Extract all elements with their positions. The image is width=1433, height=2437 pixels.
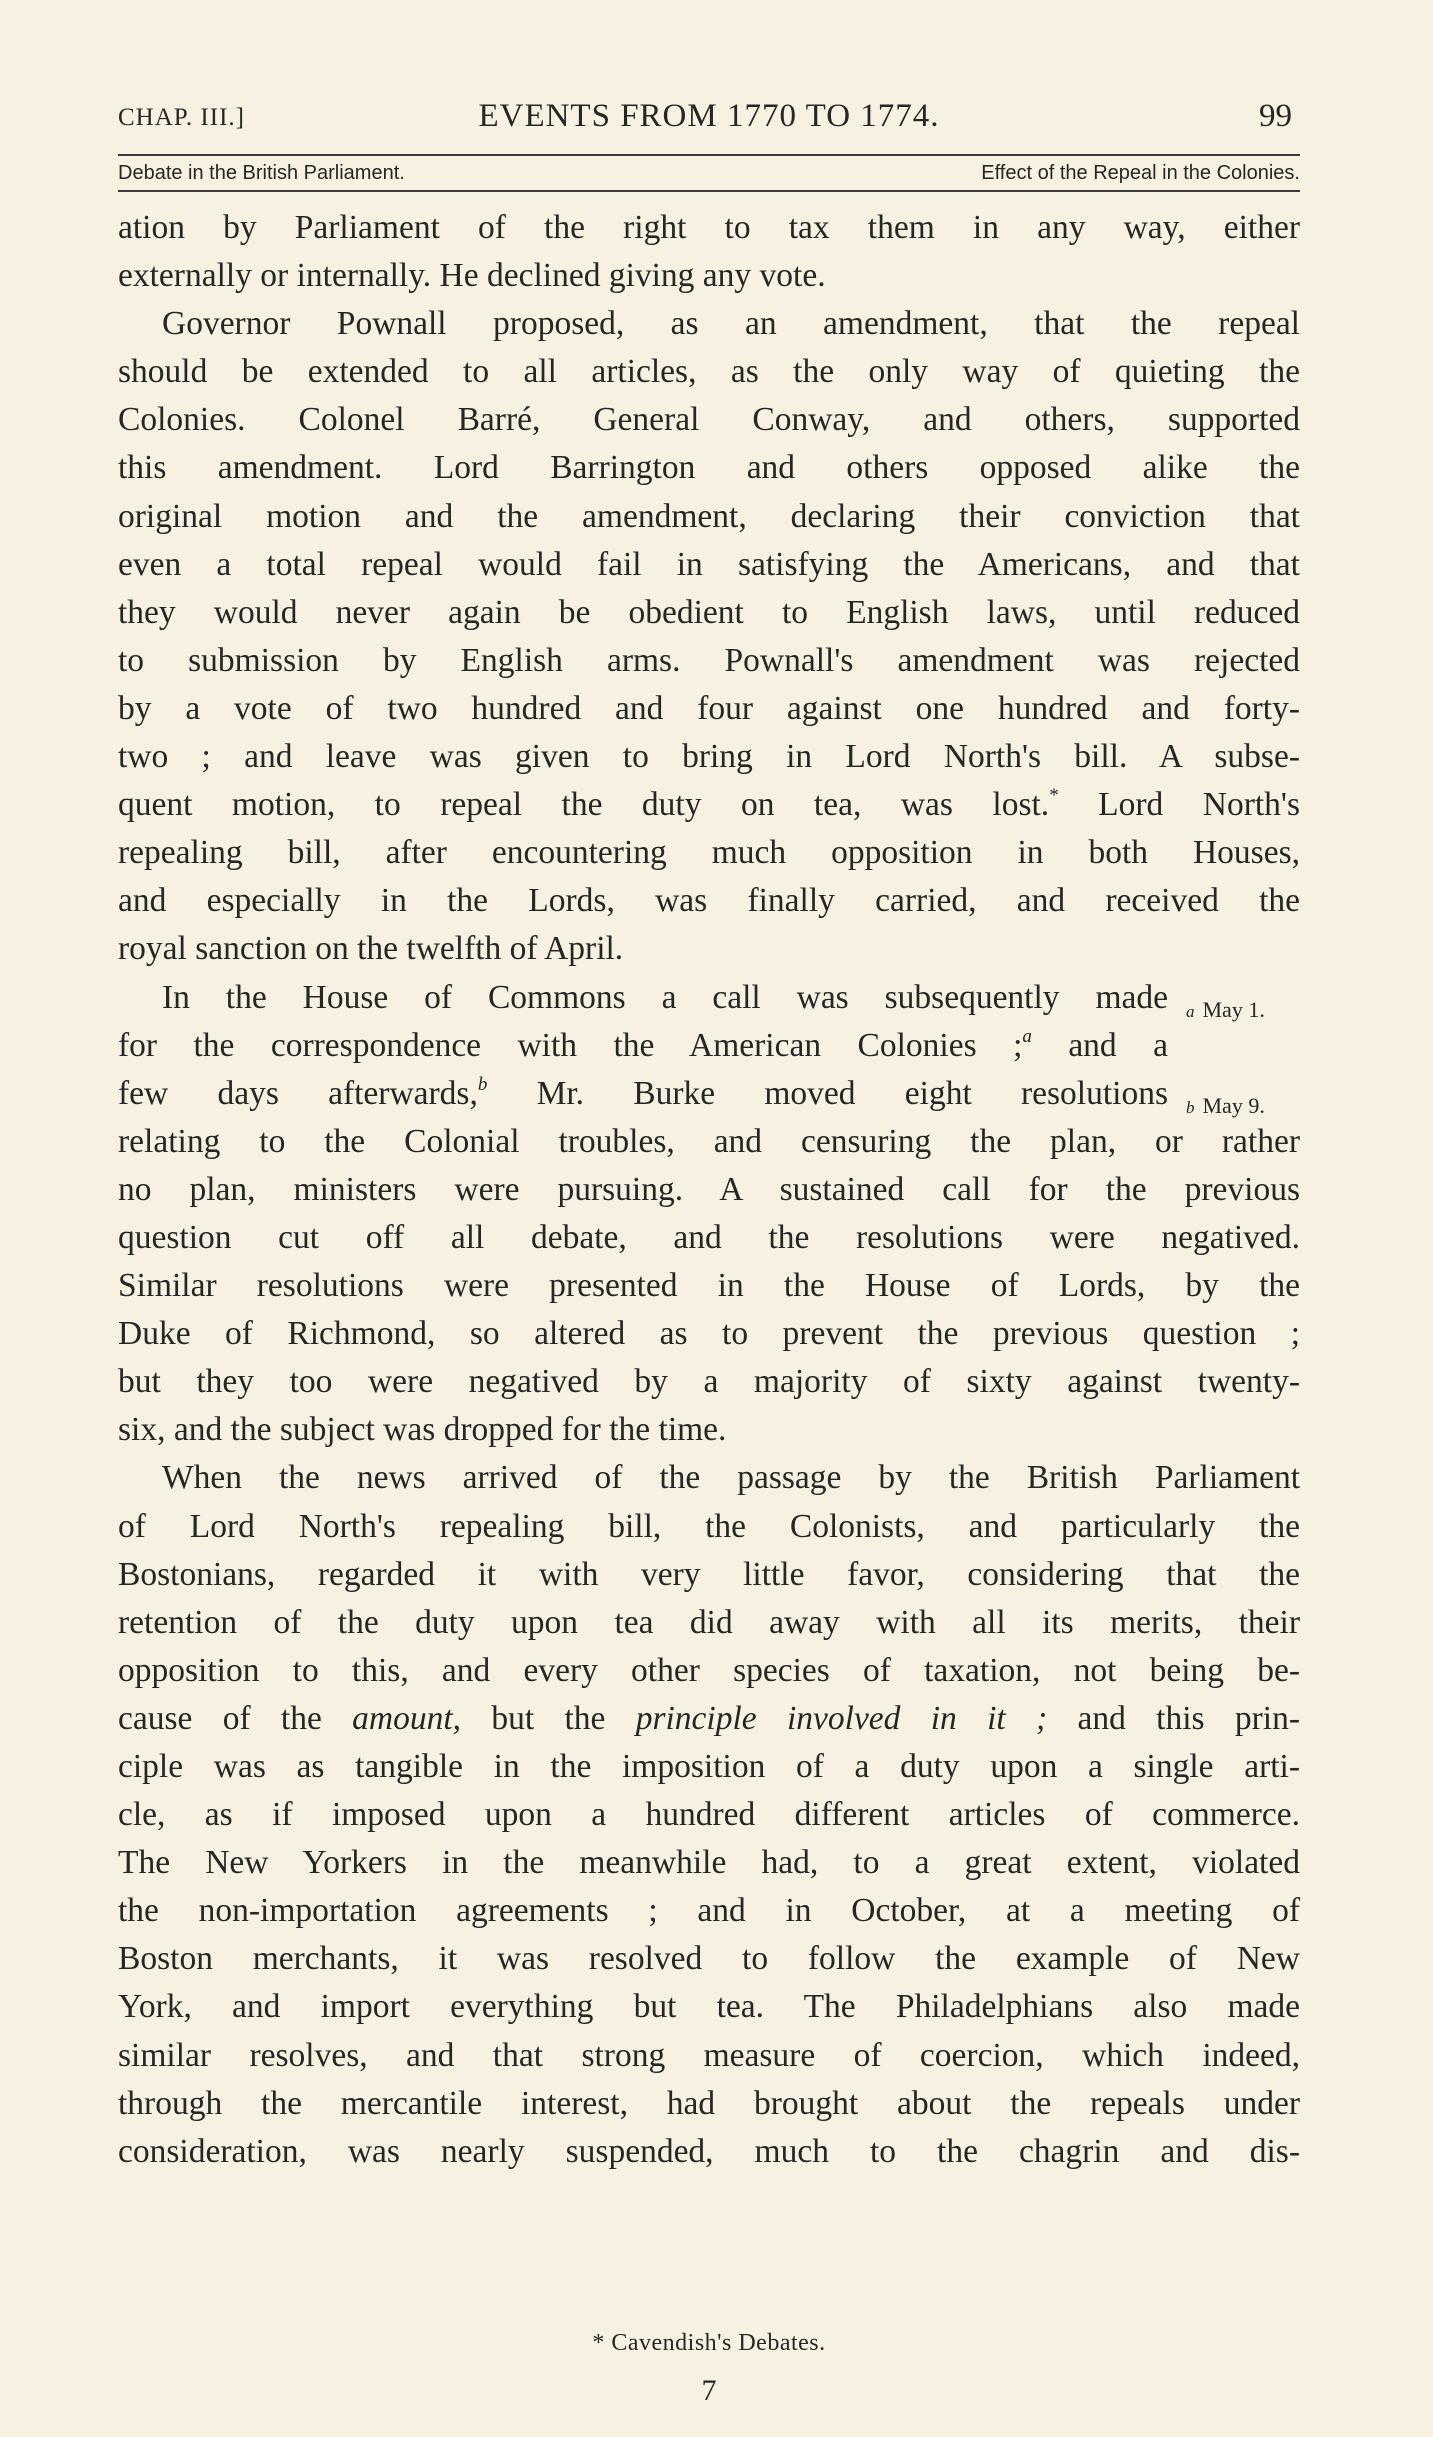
text-line: externally or internally. He declined giving any vote. [118,257,826,295]
text-fragment: cause of the [118,1699,322,1737]
text-line: they would never again be obedient to English laws, until reduced [118,593,1300,631]
text-line: Boston merchants, it was resolved to follow the example of New [118,1940,1300,1978]
subheader-rule [118,190,1300,192]
text-line: and especially in the Lords, was finally carried, and received the [118,882,1300,920]
text-line: repealing bill, after encountering much opposition in both Houses, [118,834,1300,872]
text-fragment: Mr. Burke moved eight resolutions [536,1074,1169,1112]
text-line: no plan, ministers were pursuing. A sustained call for the previous [118,1170,1300,1208]
chapter-label: CHAP. III.] [118,104,245,131]
text-line: retention of the duty upon tea did away with all its merits, their [118,1603,1300,1641]
text-line [118,781,1300,829]
text-line: similar resolves, and that strong measure of coercion, which indeed, [118,2036,1300,2074]
text-line: York, and import everything but tea. The Philadelphians also made [118,1988,1300,2026]
text-line: the non-importation agreements ; and in October, at a meeting of [118,1892,1300,1930]
text-fragment: quent motion, to repeal the duty on tea, was lost. [118,786,1050,824]
text-line: two ; and leave was given to bring in Lord North's bill. A subse- [118,738,1300,776]
text-line [118,1695,1300,1743]
text-fragment: few days afterwards, [118,1074,478,1112]
text-line: cle, as if imposed upon a hundred different articles of commerce. [118,1796,1300,1834]
text-line: relating to the Colonial troubles, and censuring the plan, or rather [118,1122,1300,1160]
side-note-may-1 [1186,986,1265,1036]
running-title: EVENTS FROM 1770 TO 1774. [478,98,940,134]
book-page [118,92,1301,2407]
text-line: Duke of Richmond, so altered as to prevent the previous question ; [118,1315,1300,1353]
footnote: * Cavendish's Debates. [592,2330,826,2356]
side-note-letter: b [1186,1098,1195,1117]
footnote-marker: * [1049,785,1059,807]
text-line: should be extended to all articles, as the only way of quieting the [118,353,1300,391]
emphasis-amount: amount, [352,1699,462,1737]
text-line: of Lord North's repealing bill, the Colonists, and particularly the [118,1507,1300,1545]
text-line [118,1070,1168,1118]
text-line: Governor Pownall proposed, as an amendment, that the repeal [162,305,1300,343]
side-note-letter: a [1186,1002,1195,1021]
text-line: original motion and the amendment, declaring their conviction that [118,497,1300,535]
text-line: opposition to this, and every other species of taxation, not being be- [118,1651,1300,1689]
running-head [118,92,1300,152]
text-line: question cut off all debate, and the resolutions were negatived. [118,1218,1300,1256]
text-line: The New Yorkers in the meanwhile had, to a great extent, violated [118,1844,1300,1882]
text-line: Similar resolutions were presented in the House of Lords, by the [118,1267,1300,1305]
page-number: 99 [1259,98,1292,134]
emphasis-principle: principle involved in it ; [635,1699,1048,1737]
text-line: but they too were negatived by a majority of sixty against twenty- [118,1363,1300,1401]
text-line: ation by Parliament of the right to tax them in any way, either [118,209,1300,246]
text-line: royal sanction on the twelfth of April. [118,930,624,968]
printer-signature: 7 [701,2374,717,2407]
side-note-ref-b: b [477,1073,488,1095]
text-line: through the mercantile interest, had brought about the repeals under [118,2084,1300,2122]
side-note-date: May 9. [1202,1093,1265,1118]
side-note-ref-a: a [1022,1025,1032,1047]
text-line: ciple was as tangible in the imposition of a duty upon a single arti- [118,1748,1300,1785]
text-line: this amendment. Lord Barrington and others opposed alike the [118,449,1300,487]
section-subheader [118,156,1300,190]
text-fragment: but the [491,1699,606,1737]
body-text [118,204,1300,2176]
text-fragment: for the correspondence with the American Colonies ; [118,1026,1023,1064]
text-line: In the House of Commons a call was subsequently made [162,978,1168,1016]
subheader-right: Effect of the Repeal in the Colonies. [981,162,1300,184]
text-line: to submission by English arms. Pownall's amendment was rejected [118,641,1300,679]
text-line: six, and the subject was dropped for the time. [118,1411,727,1449]
text-fragment: and a [1068,1026,1168,1064]
text-line: When the news arrived of the passage by the British Parliament [162,1459,1300,1497]
text-line: Colonies. Colonel Barré, General Conway, and others, supported [118,401,1300,439]
text-fragment: and this prin- [1077,1699,1301,1737]
text-line: even a total repeal would fail in satisfying the Americans, and that [118,545,1300,583]
text-line: consideration, was nearly suspended, much to the chagrin and dis- [118,2132,1300,2170]
text-line: Bostonians, regarded it with very little favor, considering that the [118,1555,1300,1593]
text-line [118,1022,1168,1070]
side-note-may-9 [1186,1082,1265,1132]
side-note-date: May 1. [1202,997,1265,1022]
subheader-left: Debate in the British Parliament. [118,162,405,184]
text-fragment: Lord North's [1098,786,1300,824]
text-line: by a vote of two hundred and four against one hundred and forty- [118,689,1300,727]
